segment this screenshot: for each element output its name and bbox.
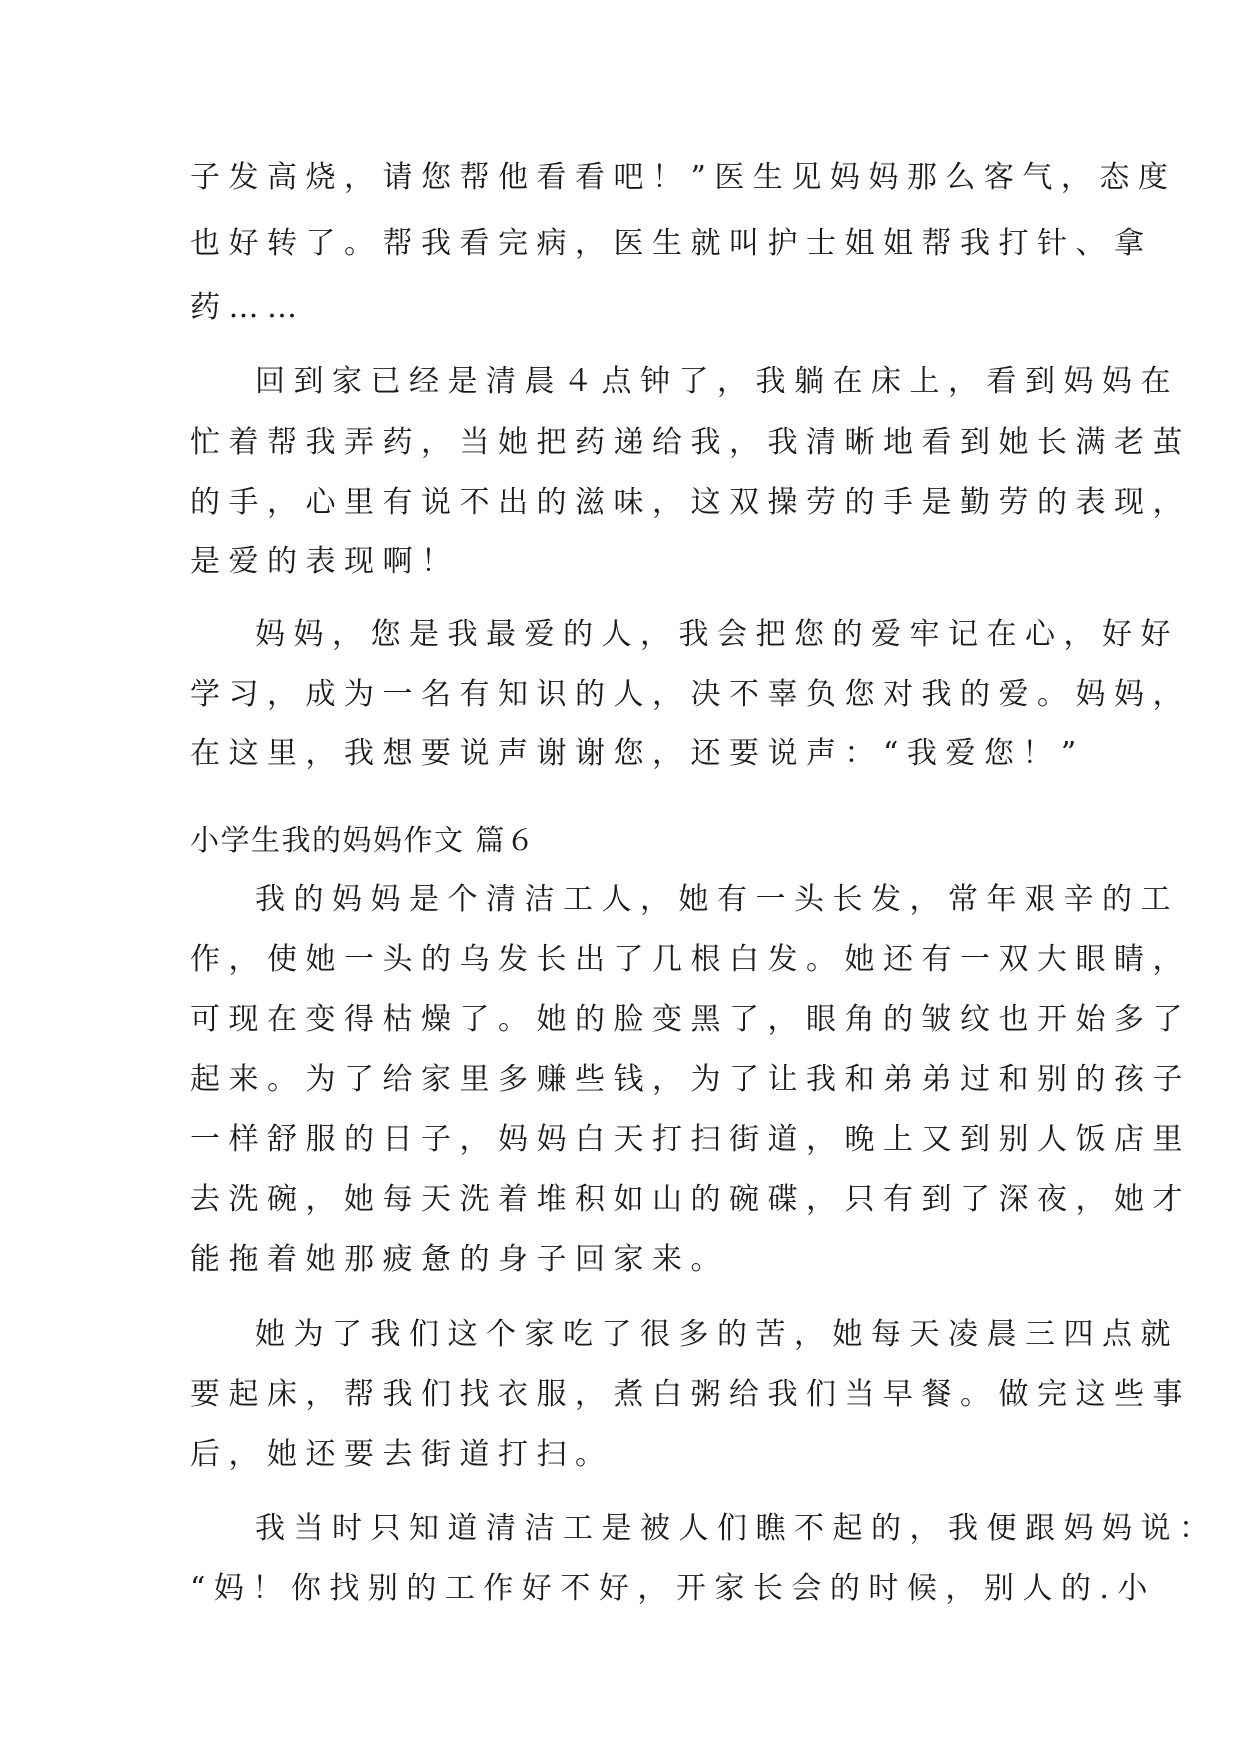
paragraph-line: 忙着帮我弄药，当她把药递给我，我清晰地看到她长满老茧 xyxy=(190,425,1191,460)
paragraph-line: 我的妈妈是个清洁工人，她有一头长发，常年艰辛的工 xyxy=(255,882,1179,917)
paragraph-line: 她为了我们这个家吃了很多的苦，她每天凌晨三四点就 xyxy=(255,1317,1179,1352)
paragraph-line: 可现在变得枯燥了。她的脸变黑了，眼角的皱纹也开始多了 xyxy=(190,1002,1191,1037)
paragraph-line: 是爱的表现啊！ xyxy=(190,544,460,579)
paragraph-line: 作，使她一头的乌发长出了几根白发。她还有一双大眼睛， xyxy=(190,942,1191,977)
paragraph-line: 去洗碗，她每天洗着堆积如山的碗碟，只有到了深夜，她才 xyxy=(190,1182,1191,1217)
paragraph-line: 在这里，我想要说声谢谢您，还要说声：“我爱您！” xyxy=(190,736,1085,771)
paragraph-line: “妈！你找别的工作好不好，开家长会的时候，别人的.小 xyxy=(190,1571,1156,1606)
paragraph-line: 一样舒服的日子，妈妈白天打扫街道，晚上又到别人饭店里 xyxy=(190,1122,1191,1157)
paragraph-line: 的手，心里有说不出的滋味，这双操劳的手是勤劳的表现， xyxy=(190,485,1191,520)
paragraph-line: 子发高烧，请您帮他看看吧！”医生见妈妈那么客气，态度 xyxy=(190,160,1177,195)
paragraph-line: 要起床，帮我们找衣服，煮白粥给我们当早餐。做完这些事 xyxy=(190,1377,1191,1412)
paragraph-line: 回到家已经是清晨４点钟了，我躺在床上，看到妈妈在 xyxy=(255,364,1179,399)
paragraph-line: 我当时只知道清洁工是被人们瞧不起的，我便跟妈妈说： xyxy=(255,1511,1218,1546)
paragraph-line: 能拖着她那疲惫的身子回家来。 xyxy=(190,1242,729,1277)
paragraph-line: 药…… xyxy=(190,290,306,325)
paragraph-line: 妈妈，您是我最爱的人，我会把您的爱牢记在心，好好 xyxy=(255,617,1179,652)
section-heading: 小学生我的妈妈作文 篇６ xyxy=(190,823,537,857)
paragraph-line: 学习，成为一名有知识的人，决不辜负您对我的爱。妈妈， xyxy=(190,677,1191,712)
paragraph-line: 也好转了。帮我看完病，医生就叫护士姐姐帮我打针、拿 xyxy=(190,226,1153,261)
paragraph-line: 后，她还要去街道打扫。 xyxy=(190,1437,614,1472)
paragraph-line: 起来。为了给家里多赚些钱，为了让我和弟弟过和别的孩子 xyxy=(190,1062,1191,1097)
